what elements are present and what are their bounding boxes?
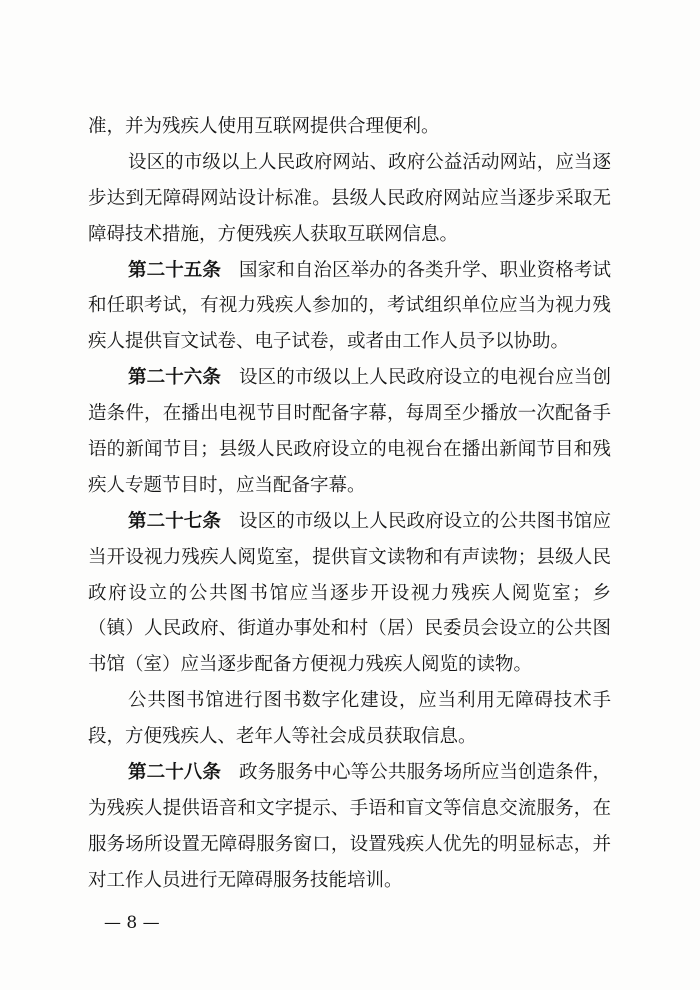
article-paragraph <box>88 504 611 683</box>
text-line <box>88 504 611 540</box>
text-line: 障碍技术措施，方便残疾人获取互联网信息。 <box>88 223 459 245</box>
text-line: 设区的市级以上人民政府网站、政府公益活动网站，应当逐 <box>128 151 611 173</box>
article-text: 设区的市级以上人民政府设立的电视台应当创 <box>239 367 611 389</box>
text-line: 为残疾人提供语音和文字提示、手语和盲文等信息交流服务，在 <box>88 797 611 819</box>
article-heading: 第二十八条 <box>128 762 222 784</box>
text-line <box>88 253 611 289</box>
paragraph <box>88 109 611 145</box>
text-line: 服务场所设置无障碍服务窗口，设置残疾人优先的明显标志，并 <box>88 833 611 855</box>
text-line: 和任职考试，有视力残疾人参加的，考试组织单位应当为视力残 <box>88 295 611 317</box>
text-line <box>88 755 611 791</box>
text-line: （镇）人民政府、街道办事处和村（居）民委员会设立的公共图 <box>88 618 611 640</box>
text-line: 对工作人员进行无障碍服务技能培训。 <box>88 869 403 891</box>
article-text: 国家和自治区举办的各类升学、职业资格考试 <box>239 259 611 281</box>
paragraph <box>88 683 611 755</box>
text-line: 当开设视力残疾人阅览室，提供盲文读物和有声读物；县级人民 <box>88 546 611 568</box>
article-heading: 第二十七条 <box>128 510 222 532</box>
text-line: 疾人提供盲文试卷、电子试卷，或者由工作人员予以协助。 <box>88 331 570 353</box>
article-heading: 第二十五条 <box>128 259 222 281</box>
text-line: 准，并为残疾人使用互联网提供合理便利。 <box>88 116 440 137</box>
text-line: 疾人专题节目时，应当配备字幕。 <box>88 474 366 496</box>
article-text: 政务服务中心等公共服务场所应当创造条件， <box>239 762 611 784</box>
page-number: — 8 — <box>104 913 160 933</box>
paragraph <box>88 145 611 253</box>
article-heading: 第二十六条 <box>128 367 222 389</box>
text-line: 步达到无障碍网站设计标准。县级人民政府网站应当逐步采取无 <box>88 187 611 209</box>
text-line: 政府设立的公共图书馆应当逐步开设视力残疾人阅览室；乡 <box>88 582 611 604</box>
text-line: 语的新闻节目；县级人民政府设立的电视台在播出新闻节目和残 <box>88 439 611 461</box>
document-body <box>88 109 611 899</box>
text-line: 段，方便残疾人、老年人等社会成员获取信息。 <box>88 726 477 748</box>
text-line: 公共图书馆进行图书数字化建设，应当利用无障碍技术手 <box>128 690 611 712</box>
article-text: 设区的市级以上人民政府设立的公共图书馆应 <box>239 510 611 532</box>
article-paragraph <box>88 253 611 361</box>
text-line <box>88 360 611 396</box>
article-paragraph <box>88 360 611 504</box>
text-line: 书馆（室）应当逐步配备方便视力残疾人阅览的读物。 <box>88 654 533 676</box>
article-paragraph <box>88 755 611 899</box>
text-line: 造条件，在播出电视节目时配备字幕，每周至少播放一次配备手 <box>88 403 611 425</box>
